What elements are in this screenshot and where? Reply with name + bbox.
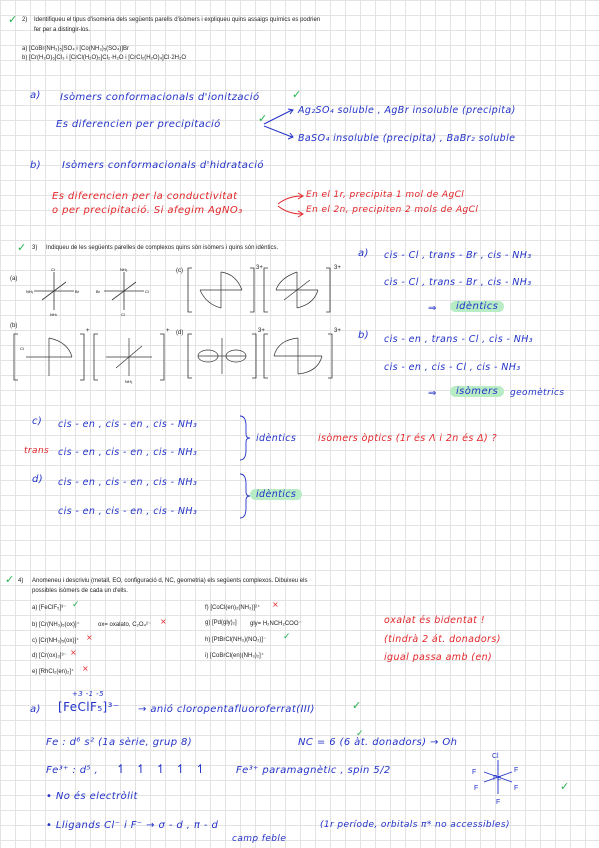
q4-answer-a-formula: [FeClF₅]³⁻ (58, 700, 120, 714)
q3-c2-charge: 3+ (334, 265, 341, 271)
q3-answer-b-result: isòmers (450, 386, 504, 397)
q4-statement-line1: Anomeneu i descriviu (metall, EO, configuració d, NC, geometria) els següents complexos. Dibuixeu els (32, 578, 308, 584)
q4-octa-left-top: F (472, 769, 477, 776)
q3-a1-left-atom: NH₃ (26, 289, 34, 294)
q3-answer-a-arrow: ⇒ (428, 303, 437, 314)
q2-answer-b-method1: Es diferencien per la conductivitat (52, 191, 238, 202)
q3-answer-c-line2: cis - en , cis - en , cis - NH₃ (58, 447, 198, 458)
q3-answer-a-label: a) (358, 248, 369, 259)
q2-answer-a-result2: BaSO₄ insoluble (precipita) , BaBr₂ soluble (298, 133, 516, 144)
q3-a2-right-atom: Cl (145, 289, 149, 294)
q3-c-brace (238, 414, 252, 462)
q3-answer-c-result: idèntics (256, 433, 297, 444)
q3-structure-c1 (186, 264, 256, 316)
q2-statement-line2: fer per a distingir-los. (34, 27, 91, 33)
q2-answer-a-method: Es diferencien per precipitació (56, 119, 221, 130)
q4-item-d-cross-icon: × (70, 648, 78, 657)
q4-octa-check-icon: ✓ (560, 780, 570, 793)
q4-item-a: a) [FeClF₅]³⁻ (32, 605, 67, 611)
q3-answer-d-line1: cis - en , cis - en , cis - NH₃ (58, 477, 198, 488)
q3-b2-atom: NH₃ (125, 379, 133, 384)
q2-option-a: a) [CoBr(NH₃)₅]SO₄ i [Co(NH₃)₅(SO₄)]Br (22, 46, 129, 52)
q4-answer-a-name: → anió cloropentafluoroferrat(III) (138, 704, 315, 715)
q4-octa-left-bottom: F (474, 785, 479, 792)
q4-item-f: f) [CoCl(en)₂(NH₃)]²⁺ (205, 605, 261, 611)
q4-a-oxidation-states: +3 -1 -5 (72, 690, 104, 698)
q4-item-h: h) [PtBrCl(NH₃)(NO₂)]⁻ (205, 637, 267, 643)
q4-coordination-number: NC = 6 (6 àt. donadors) → Oh (298, 737, 458, 748)
q3-answer-b-arrow: ⇒ (428, 388, 437, 399)
q3-answer-a-line2: cis - Cl , trans - Br , cis - NH₃ (384, 277, 532, 288)
q4-answer-a-label: a) (30, 704, 41, 715)
q3-structure-a1 (26, 266, 82, 316)
q3-structure-a2 (96, 266, 152, 316)
q3-a2-bottom-atom: Cl (121, 312, 125, 316)
q4-octa-right-top: F (514, 767, 519, 774)
q4-side-note-3: igual passa amb (en) (384, 652, 493, 663)
q4-item-d: d) [Cr(ox)₃]³⁻ (32, 653, 67, 659)
q3-structure-b1 (12, 330, 86, 384)
q3-answer-b-type: geomètrics (510, 388, 565, 398)
q4-item-a-check-icon: ✓ (72, 600, 80, 610)
q4-item-h-check-icon: ✓ (283, 632, 291, 642)
q4-item-e-cross-icon: × (82, 664, 90, 673)
q3-label-c: (c) (176, 268, 183, 274)
q4-octahedral-structure (466, 748, 530, 806)
q4-nc-check-icon: ✓ (356, 729, 364, 739)
q4-check-icon: ✓ (5, 573, 15, 586)
q2-statement-line1: Identifiqueu el tipus d'isomeria dels següents parells d'isòmers i expliqueu quins assaigs químics es podrien (34, 17, 321, 23)
q3-answer-c-note: isòmers òptics (1r és Λ i 2n és Δ) ? (318, 433, 498, 444)
q3-a1-right-atom: Br (75, 289, 79, 294)
q2-answer-a-type: Isòmers conformacionals d'ionització (60, 92, 260, 103)
q4-octa-top: Cl (492, 753, 499, 760)
q3-c1-charge: 3+ (256, 265, 263, 271)
q3-a1-top-atom: Cl (51, 267, 55, 272)
q2-a-branch-arrows (262, 102, 298, 142)
q2-number: 2) (22, 17, 28, 23)
q4-a-name-check-icon: ✓ (352, 699, 362, 712)
q3-answer-a-result: idèntics (450, 301, 504, 312)
q4-octa-bottom: F (496, 799, 501, 806)
q3-a2-top-atom: NH₃ (120, 267, 128, 272)
q3-answer-c-trans: trans (24, 446, 50, 456)
q2-a-check-icon: ✓ (292, 88, 302, 101)
q4-item-c-cross-icon: × (86, 633, 94, 642)
q4-bullet-electrolyte: • No és electròlit (46, 791, 138, 802)
q3-b2-charge: + (166, 328, 170, 334)
q3-label-d: (d) (176, 330, 184, 336)
q4-statement-line2: possibles isòmers de cada un d'ells. (32, 588, 128, 594)
q4-item-i: i) [CoBrCl(en)(NH₃)₂]⁺ (205, 653, 264, 659)
q2-b-branch-arrows (276, 190, 306, 220)
q2-check-icon: ✓ (8, 13, 18, 26)
q3-label-b: (b) (10, 323, 18, 329)
q2-answer-a-label: a) (30, 90, 41, 101)
q2-answer-b-label: b) (30, 160, 42, 171)
q3-answer-d-label: d) (32, 474, 44, 485)
q3-b1-atom: Cl (20, 346, 24, 351)
q4-ligands-note: (1r període, orbitals π* no accessibles) (320, 820, 510, 830)
q3-answer-b-line1: cis - en , trans - Cl , cis - NH₃ (384, 334, 533, 345)
q3-answer-a-line1: cis - Cl , trans - Br , cis - NH₃ (384, 250, 532, 261)
q3-structure-d1 (186, 330, 258, 382)
q4-item-e: e) [RhCl₂(en)₂]⁺ (32, 669, 75, 675)
q2-answer-b-type: Isòmers conformacionals d'hidratació (62, 160, 264, 171)
q3-statement: Indiqueu de les següents parelles de complexos quins són isòmers i quins són idèntics. (46, 245, 279, 251)
q3-answer-c-line1: cis - en , cis - en , cis - NH₃ (58, 419, 198, 430)
q4-octa-center: Fe (493, 775, 502, 782)
q3-b1-charge: + (86, 328, 90, 334)
q4-item-g: g) [Pd(gly)₂] (205, 620, 237, 626)
q4-paramagnetic: Fe³⁺ paramagnètic , spin 5/2 (236, 765, 391, 776)
q4-item-c: c) [Cr(NH₃)₅(ox)]⁺ (32, 638, 80, 644)
q2-option-b: b) [Cr(H₂O)₆]Cl₃ i [CrCl(H₂O)₅]Cl₂·H₂O i [CrCl₂(H₂O)₄]Cl·2H₂O (22, 55, 187, 61)
q4-number: 4) (18, 578, 24, 584)
q3-answer-d-line2: cis - en , cis - en , cis - NH₃ (58, 506, 198, 517)
q3-structure-c2 (262, 264, 332, 316)
q4-fe3-config: Fe³⁺ : d⁵ , (46, 765, 99, 776)
q2-a2-check-icon: ✓ (258, 112, 268, 125)
q4-ox-note: ox= oxalato, C₂O₄²⁻ (98, 622, 152, 628)
q2-answer-b-method2: o per precipitació. Si afegim AgNO₃ (52, 205, 243, 216)
q4-bullet-ligands: • Lligands Cl⁻ i F⁻ → σ - d , π - d (46, 820, 219, 831)
q3-d1-charge: 3+ (258, 328, 265, 334)
q4-fe-config: Fe : d⁶ s² (1a sèrie, grup 8) (46, 737, 193, 748)
q4-item-b-cross-icon: × (160, 617, 168, 626)
q3-answer-d-result: idèntics (250, 489, 302, 500)
q3-number: 3) (32, 245, 38, 251)
q4-side-note-2: (tindrà 2 át. donadors) (384, 634, 501, 645)
q3-d2-charge: 3+ (334, 328, 341, 334)
q4-electron-arrows: ↿ ↿ ↿ ↿ ↿ (116, 762, 209, 776)
q3-structure-b2 (92, 330, 166, 384)
q4-side-note-1: oxalat és bidentat ! (384, 615, 485, 626)
q2-answer-a-result1: Ag₂SO₄ soluble , AgBr insoluble (precipita) (298, 105, 516, 116)
q3-answer-b-line2: cis - en , cis - Cl , cis - NH₃ (384, 362, 521, 373)
q3-answer-b-label: b) (358, 330, 370, 341)
q4-octa-right-bottom: F (514, 785, 519, 792)
q4-gly-note: gly= H₂NCH₂COO⁻ (250, 621, 302, 627)
q3-structure-d2 (262, 330, 334, 382)
q4-item-f-cross-icon: × (272, 600, 280, 609)
q3-check-icon: ✓ (17, 241, 27, 254)
q3-a2-left-atom: Br (96, 289, 100, 294)
q3-a1-bottom-atom: NH₃ (50, 312, 58, 316)
q4-weak-field: camp feble (232, 834, 287, 844)
q2-answer-b-result2: En el 2n, precipiten 2 mols de AgCl (306, 205, 479, 215)
q3-label-a: (a) (10, 276, 18, 282)
q4-item-b: b) [Cr(NH₃)₅(ox)]⁺ (32, 622, 80, 628)
q2-answer-b-result1: En el 1r, precipita 1 mol de AgCl (306, 190, 465, 200)
q3-answer-c-label: c) (32, 416, 43, 427)
